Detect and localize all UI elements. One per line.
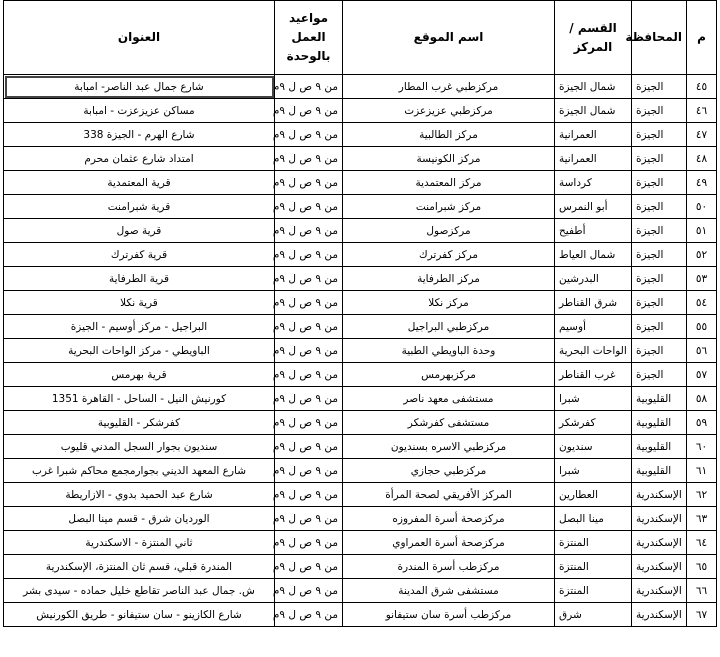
cell-m[interactable]: ٦٣: [687, 507, 717, 531]
cell-department[interactable]: شمال الجيزة: [555, 75, 632, 99]
header-governorate[interactable]: المحافظة: [632, 1, 687, 75]
cell-working-hours[interactable]: من ٩ ص ل ٩م: [275, 435, 343, 459]
cell-governorate[interactable]: الجيزة: [632, 267, 687, 291]
cell-working-hours[interactable]: من ٩ ص ل ٩م: [275, 531, 343, 555]
cell-working-hours[interactable]: من ٩ ص ل ٩م: [275, 507, 343, 531]
cell-department[interactable]: العمرانية: [555, 123, 632, 147]
cell-governorate[interactable]: الجيزة: [632, 363, 687, 387]
table-row: [4, 75, 717, 99]
cell-address[interactable]: ثاني المنتزة - الاسكندرية: [4, 531, 275, 555]
cell-address[interactable]: شارع الكازينو - سان ستيفانو - طريق الكورنيش: [4, 603, 275, 627]
cell-working-hours[interactable]: من ٩ ص ل ٩م: [275, 579, 343, 603]
cell-governorate[interactable]: القليوبية: [632, 435, 687, 459]
cell-site-name[interactable]: مركز شبرامنت: [343, 195, 555, 219]
cell-address[interactable]: كورنيش النيل - الساحل - القاهرة 1351: [4, 387, 275, 411]
cell-department[interactable]: العمرانية: [555, 147, 632, 171]
table-row: [4, 123, 717, 147]
table-row: [4, 555, 717, 579]
cell-governorate[interactable]: القليوبية: [632, 387, 687, 411]
cell-address[interactable]: سنديون بجوار السجل المدني قليوب: [4, 435, 275, 459]
cell-address[interactable]: امتداد شارع عثمان محرم: [4, 147, 275, 171]
table-row: [4, 291, 717, 315]
cell-m[interactable]: ٦٢: [687, 483, 717, 507]
cell-site-name[interactable]: مركز نكلا: [343, 291, 555, 315]
cell-address[interactable]: قرية نكلا: [4, 291, 275, 315]
header-m[interactable]: م: [687, 1, 717, 75]
cell-governorate[interactable]: القليوبية: [632, 411, 687, 435]
cell-m[interactable]: ٥٧: [687, 363, 717, 387]
cell-governorate[interactable]: الجيزة: [632, 339, 687, 363]
cell-working-hours[interactable]: من ٩ ص ل ٩م: [275, 219, 343, 243]
cell-m[interactable]: ٤٥: [687, 75, 717, 99]
cell-m[interactable]: ٤٩: [687, 171, 717, 195]
cell-working-hours[interactable]: من ٩ ص ل ٩م: [275, 99, 343, 123]
cell-site-name[interactable]: مركزطبي عزيزعزت: [343, 99, 555, 123]
table-row: [4, 315, 717, 339]
cell-department[interactable]: شرق القناطر: [555, 291, 632, 315]
header-address[interactable]: العنوان: [4, 1, 275, 75]
cell-m[interactable]: ٦٧: [687, 603, 717, 627]
cell-working-hours[interactable]: من ٩ ص ل ٩م: [275, 243, 343, 267]
cell-address[interactable]: قرية شبرامنت: [4, 195, 275, 219]
cell-site-name[interactable]: مركزطبي البراجيل: [343, 315, 555, 339]
cell-m[interactable]: ٥٦: [687, 339, 717, 363]
table-row: [4, 339, 717, 363]
header-site-name[interactable]: اسم الموقع: [343, 1, 555, 75]
cell-working-hours[interactable]: من ٩ ص ل ٩م: [275, 267, 343, 291]
cell-site-name[interactable]: مركزطب أسرة المندرة: [343, 555, 555, 579]
cell-working-hours[interactable]: من ٩ ص ل ٩م: [275, 459, 343, 483]
cell-site-name[interactable]: مستشفى كفرشكر: [343, 411, 555, 435]
cell-governorate[interactable]: الجيزة: [632, 243, 687, 267]
cell-site-name[interactable]: مركزبهرمس: [343, 363, 555, 387]
cell-m[interactable]: ٥٠: [687, 195, 717, 219]
cell-working-hours[interactable]: من ٩ ص ل ٩م: [275, 603, 343, 627]
cell-department[interactable]: المنتزة: [555, 531, 632, 555]
cell-m[interactable]: ٥٢: [687, 243, 717, 267]
cell-department[interactable]: شبرا: [555, 387, 632, 411]
cell-m[interactable]: ٥٩: [687, 411, 717, 435]
cell-department[interactable]: كرداسة: [555, 171, 632, 195]
table-row: [4, 195, 717, 219]
cell-governorate[interactable]: الإسكندرية: [632, 579, 687, 603]
header-row: [4, 1, 717, 75]
cell-site-name[interactable]: مركز المعتمدية: [343, 171, 555, 195]
cell-working-hours[interactable]: من ٩ ص ل ٩م: [275, 75, 343, 99]
cell-m[interactable]: ٥٣: [687, 267, 717, 291]
cell-address[interactable]: شارع جمال عبد الناصر- امبابة: [4, 75, 275, 99]
cell-governorate[interactable]: الجيزة: [632, 147, 687, 171]
table-row: [4, 435, 717, 459]
cell-site-name[interactable]: مركز كفرترك: [343, 243, 555, 267]
table-row: [4, 99, 717, 123]
cell-governorate[interactable]: الجيزة: [632, 291, 687, 315]
cell-working-hours[interactable]: من ٩ ص ل ٩م: [275, 555, 343, 579]
table-row: [4, 363, 717, 387]
cell-governorate[interactable]: الجيزة: [632, 75, 687, 99]
cell-department[interactable]: شبرا: [555, 459, 632, 483]
cell-site-name[interactable]: مستشفى شرق المدينة: [343, 579, 555, 603]
cell-working-hours[interactable]: من ٩ ص ل ٩م: [275, 387, 343, 411]
cell-site-name[interactable]: مركزطبي غرب المطار: [343, 75, 555, 99]
cell-department[interactable]: أوسيم: [555, 315, 632, 339]
cell-working-hours[interactable]: من ٩ ص ل ٩م: [275, 291, 343, 315]
locations-table: [3, 0, 717, 627]
cell-address[interactable]: الورديان شرق - قسم مينا البصل: [4, 507, 275, 531]
cell-address[interactable]: قرية كفرترك: [4, 243, 275, 267]
cell-m[interactable]: ٤٦: [687, 99, 717, 123]
cell-department[interactable]: غرب القناطر: [555, 363, 632, 387]
cell-governorate[interactable]: الإسكندرية: [632, 531, 687, 555]
cell-site-name[interactable]: مركزطبي الاسره بسنديون: [343, 435, 555, 459]
table-row: [4, 507, 717, 531]
cell-governorate[interactable]: الجيزة: [632, 123, 687, 147]
cell-address[interactable]: شارع عبد الحميد بدوي - الازاريطة: [4, 483, 275, 507]
cell-department[interactable]: شمال الجيزة: [555, 99, 632, 123]
cell-site-name[interactable]: مركز الكونيسة: [343, 147, 555, 171]
cell-site-name[interactable]: مركز الطرفاية: [343, 267, 555, 291]
cell-address[interactable]: كفرشكر - القليوبية: [4, 411, 275, 435]
cell-site-name[interactable]: مركزصول: [343, 219, 555, 243]
cell-department[interactable]: مينا البصل: [555, 507, 632, 531]
cell-site-name[interactable]: مستشفى معهد ناصر: [343, 387, 555, 411]
cell-department[interactable]: أبو النمرس: [555, 195, 632, 219]
cell-department[interactable]: المنتزة: [555, 555, 632, 579]
cell-governorate[interactable]: الجيزة: [632, 315, 687, 339]
table-row: [4, 459, 717, 483]
cell-m[interactable]: ٥١: [687, 219, 717, 243]
cell-department[interactable]: سنديون: [555, 435, 632, 459]
cell-governorate[interactable]: الجيزة: [632, 99, 687, 123]
cell-site-name[interactable]: مركز الطالبية: [343, 123, 555, 147]
header-working-hours[interactable]: مواعيد العمل بالوحدة: [275, 1, 343, 75]
cell-working-hours[interactable]: من ٩ ص ل ٩م: [275, 171, 343, 195]
cell-address[interactable]: ش. جمال عبد الناصر تقاطع خليل حماده - سيدى بشر: [4, 579, 275, 603]
cell-governorate[interactable]: الإسكندرية: [632, 483, 687, 507]
cell-site-name[interactable]: مركزطبي حجازي: [343, 459, 555, 483]
cell-governorate[interactable]: الجيزة: [632, 195, 687, 219]
header-department[interactable]: القسم / المركز: [555, 1, 632, 75]
table-row: [4, 603, 717, 627]
cell-governorate[interactable]: القليوبية: [632, 459, 687, 483]
cell-site-name[interactable]: مركزصحة أسرة العمراوي: [343, 531, 555, 555]
cell-department[interactable]: الواحات البحرية: [555, 339, 632, 363]
table-row: [4, 483, 717, 507]
cell-m[interactable]: ٤٨: [687, 147, 717, 171]
cell-address[interactable]: قرية بهرمس: [4, 363, 275, 387]
cell-governorate[interactable]: الجيزة: [632, 171, 687, 195]
cell-working-hours[interactable]: من ٩ ص ل ٩م: [275, 195, 343, 219]
table-row: [4, 243, 717, 267]
cell-address[interactable]: المندرة قبلي، قسم ثان المنتزة، الإسكندرية: [4, 555, 275, 579]
table-row: [4, 411, 717, 435]
cell-department[interactable]: العطارين: [555, 483, 632, 507]
cell-site-name[interactable]: وحدة الباويطي الطبية: [343, 339, 555, 363]
cell-department[interactable]: البدرشين: [555, 267, 632, 291]
cell-address[interactable]: قرية صول: [4, 219, 275, 243]
cell-address[interactable]: قرية الطرفاية: [4, 267, 275, 291]
table-row: [4, 531, 717, 555]
table-body: [4, 75, 717, 627]
cell-department[interactable]: شمال العياط: [555, 243, 632, 267]
table-row: [4, 387, 717, 411]
cell-working-hours[interactable]: من ٩ ص ل ٩م: [275, 147, 343, 171]
cell-address[interactable]: البراجيل - مركز أوسيم - الجيزة: [4, 315, 275, 339]
cell-address[interactable]: الباويطي - مركز الواحات البحرية: [4, 339, 275, 363]
cell-working-hours[interactable]: من ٩ ص ل ٩م: [275, 339, 343, 363]
cell-m[interactable]: ٦٤: [687, 531, 717, 555]
cell-m[interactable]: ٦٥: [687, 555, 717, 579]
cell-m[interactable]: ٦١: [687, 459, 717, 483]
cell-site-name[interactable]: مركزصحة أسرة المفروزه: [343, 507, 555, 531]
table-row: [4, 267, 717, 291]
cell-address[interactable]: مساكن عزيزعزت - امبابة: [4, 99, 275, 123]
cell-working-hours[interactable]: من ٩ ص ل ٩م: [275, 483, 343, 507]
cell-working-hours[interactable]: من ٩ ص ل ٩م: [275, 315, 343, 339]
cell-department[interactable]: كفرشكر: [555, 411, 632, 435]
cell-address[interactable]: شارع المعهد الديني بجوارمجمع محاكم شبرا غرب: [4, 459, 275, 483]
table-row: [4, 171, 717, 195]
table-row: [4, 219, 717, 243]
cell-working-hours[interactable]: من ٩ ص ل ٩م: [275, 123, 343, 147]
table-row: [4, 579, 717, 603]
cell-governorate[interactable]: الإسكندرية: [632, 555, 687, 579]
cell-m[interactable]: ٥٨: [687, 387, 717, 411]
cell-governorate[interactable]: الجيزة: [632, 219, 687, 243]
cell-m[interactable]: ٥٥: [687, 315, 717, 339]
cell-working-hours[interactable]: من ٩ ص ل ٩م: [275, 363, 343, 387]
cell-address[interactable]: شارع الهرم - الجيزة 338: [4, 123, 275, 147]
cell-department[interactable]: أطفيح: [555, 219, 632, 243]
cell-site-name[interactable]: المركز الأفريقي لصحة المرأة: [343, 483, 555, 507]
cell-m[interactable]: ٦٦: [687, 579, 717, 603]
cell-m[interactable]: ٦٠: [687, 435, 717, 459]
cell-governorate[interactable]: الإسكندرية: [632, 603, 687, 627]
cell-site-name[interactable]: مركزطب أسرة سان ستيفانو: [343, 603, 555, 627]
table-row: [4, 147, 717, 171]
cell-governorate[interactable]: الإسكندرية: [632, 507, 687, 531]
cell-department[interactable]: المنتزة: [555, 579, 632, 603]
cell-address[interactable]: قرية المعتمدية: [4, 171, 275, 195]
cell-m[interactable]: ٥٤: [687, 291, 717, 315]
cell-working-hours[interactable]: من ٩ ص ل ٩م: [275, 411, 343, 435]
cell-m[interactable]: ٤٧: [687, 123, 717, 147]
cell-department[interactable]: شرق: [555, 603, 632, 627]
